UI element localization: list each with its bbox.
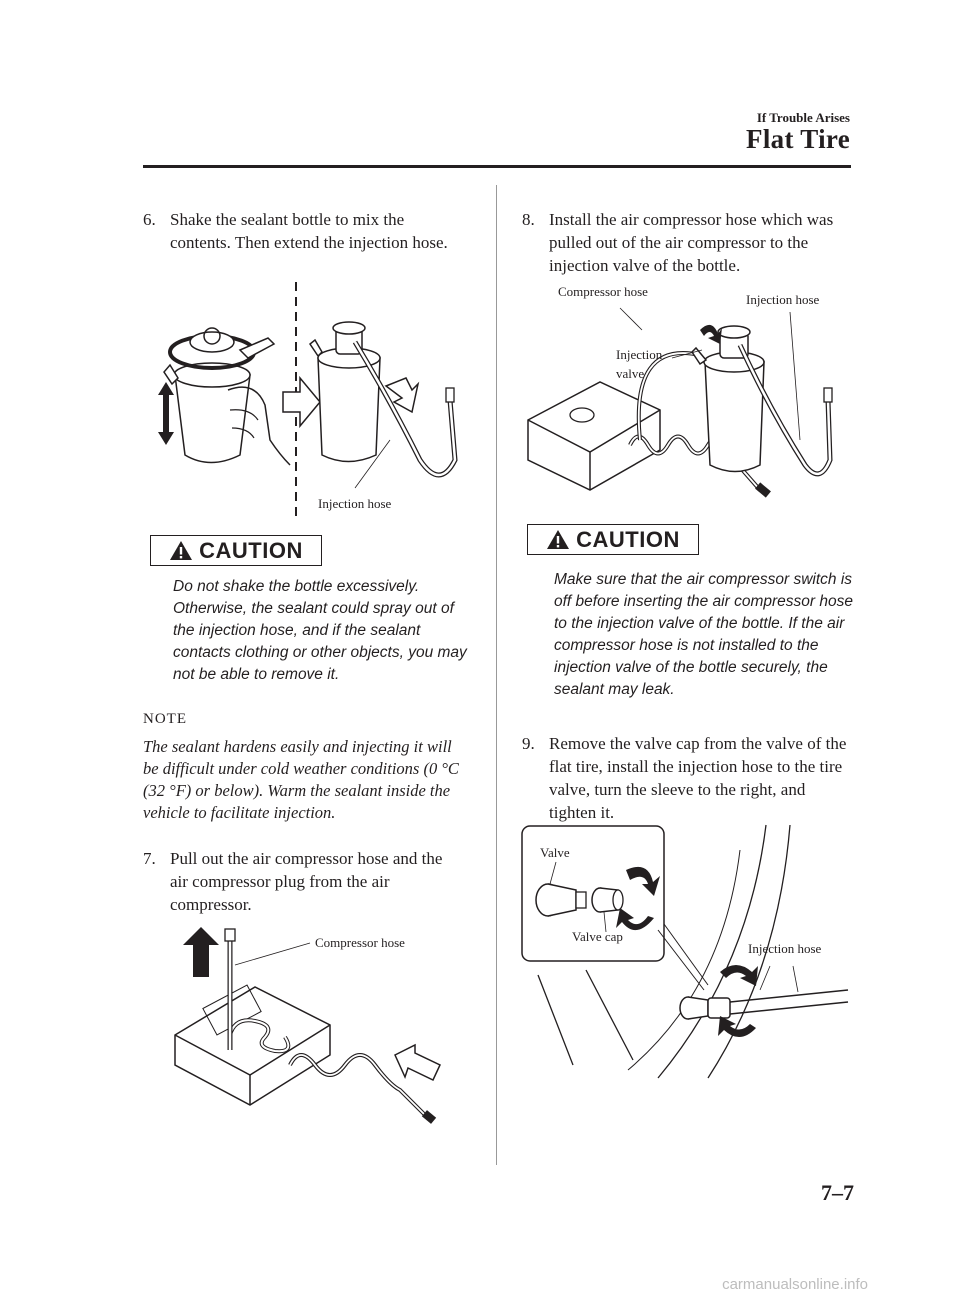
warning-triangle-icon — [169, 540, 193, 561]
caution-badge — [527, 524, 699, 555]
figure-install-compressor-hose — [520, 300, 850, 515]
page-number: 7–7 — [821, 1180, 854, 1205]
label-valve: Valve — [540, 845, 570, 860]
label-injection-valve-line1: Injection — [616, 347, 663, 362]
warning-triangle-icon — [546, 529, 570, 550]
step-6 — [143, 208, 453, 254]
note-text: The sealant hardens easily and injecting it will be difficult under cold weather conditions (0 °C (32 °F) or below). Warm the sealant inside the vehicle to facilitate injection. — [143, 737, 459, 822]
figure-shake-bottle — [150, 280, 470, 525]
figure-compressor — [165, 925, 465, 1135]
caution-label: CAUTION — [199, 537, 303, 563]
header-section: If Trouble Arises — [756, 110, 850, 125]
step-text: Remove the valve cap from the valve of the flat tire, install the injection hose to the tire valve, turn the sleeve to the right, and tighten it. — [549, 734, 847, 822]
step-number: 8. — [522, 210, 535, 229]
label-compressor-hose: Compressor hose — [558, 284, 648, 299]
label-valve-cap: Valve cap — [572, 929, 623, 944]
step-9 — [522, 732, 852, 824]
caution-text: Make sure that the air compressor switch is off before inserting the air compressor hose to the injection valve of the bottle. If the air compressor hose is not installed to the injection valve of the bottle securely, the sealant may leak. — [554, 571, 853, 698]
note-heading: NOTE — [143, 711, 187, 727]
label-injection-hose: Injection hose — [318, 496, 392, 511]
label-injection-valve-line2: valve — [616, 366, 645, 381]
watermark[interactable]: carmanualsonline.info — [722, 1276, 868, 1293]
step-8 — [522, 208, 852, 277]
step-number: 9. — [522, 734, 535, 753]
page-title: Flat Tire — [746, 124, 850, 154]
caution-label: CAUTION — [576, 526, 680, 552]
label-injection-hose: Injection hose — [746, 292, 820, 307]
header-rule — [143, 165, 851, 168]
step-text: Pull out the air compressor hose and the air compressor plug from the air compressor. — [170, 849, 443, 914]
column-divider — [496, 185, 497, 1165]
label-compressor-hose: Compressor hose — [315, 935, 405, 950]
step-7 — [143, 847, 453, 916]
caution-badge — [150, 535, 322, 566]
step-number: 6. — [143, 210, 156, 229]
caution-text: Do not shake the bottle excessively. Otherwise, the sealant could spray out of the injection hose, and if the sealant contacts clothing or other objects, you may not be able to remove it. — [173, 578, 467, 683]
label-injection-hose: Injection hose — [748, 941, 822, 956]
step-text: Install the air compressor hose which was pulled out of the air compressor to the injection valve of the bottle. — [549, 210, 834, 275]
step-text: Shake the sealant bottle to mix the contents. Then extend the injection hose. — [170, 210, 448, 252]
step-number: 7. — [143, 849, 156, 868]
